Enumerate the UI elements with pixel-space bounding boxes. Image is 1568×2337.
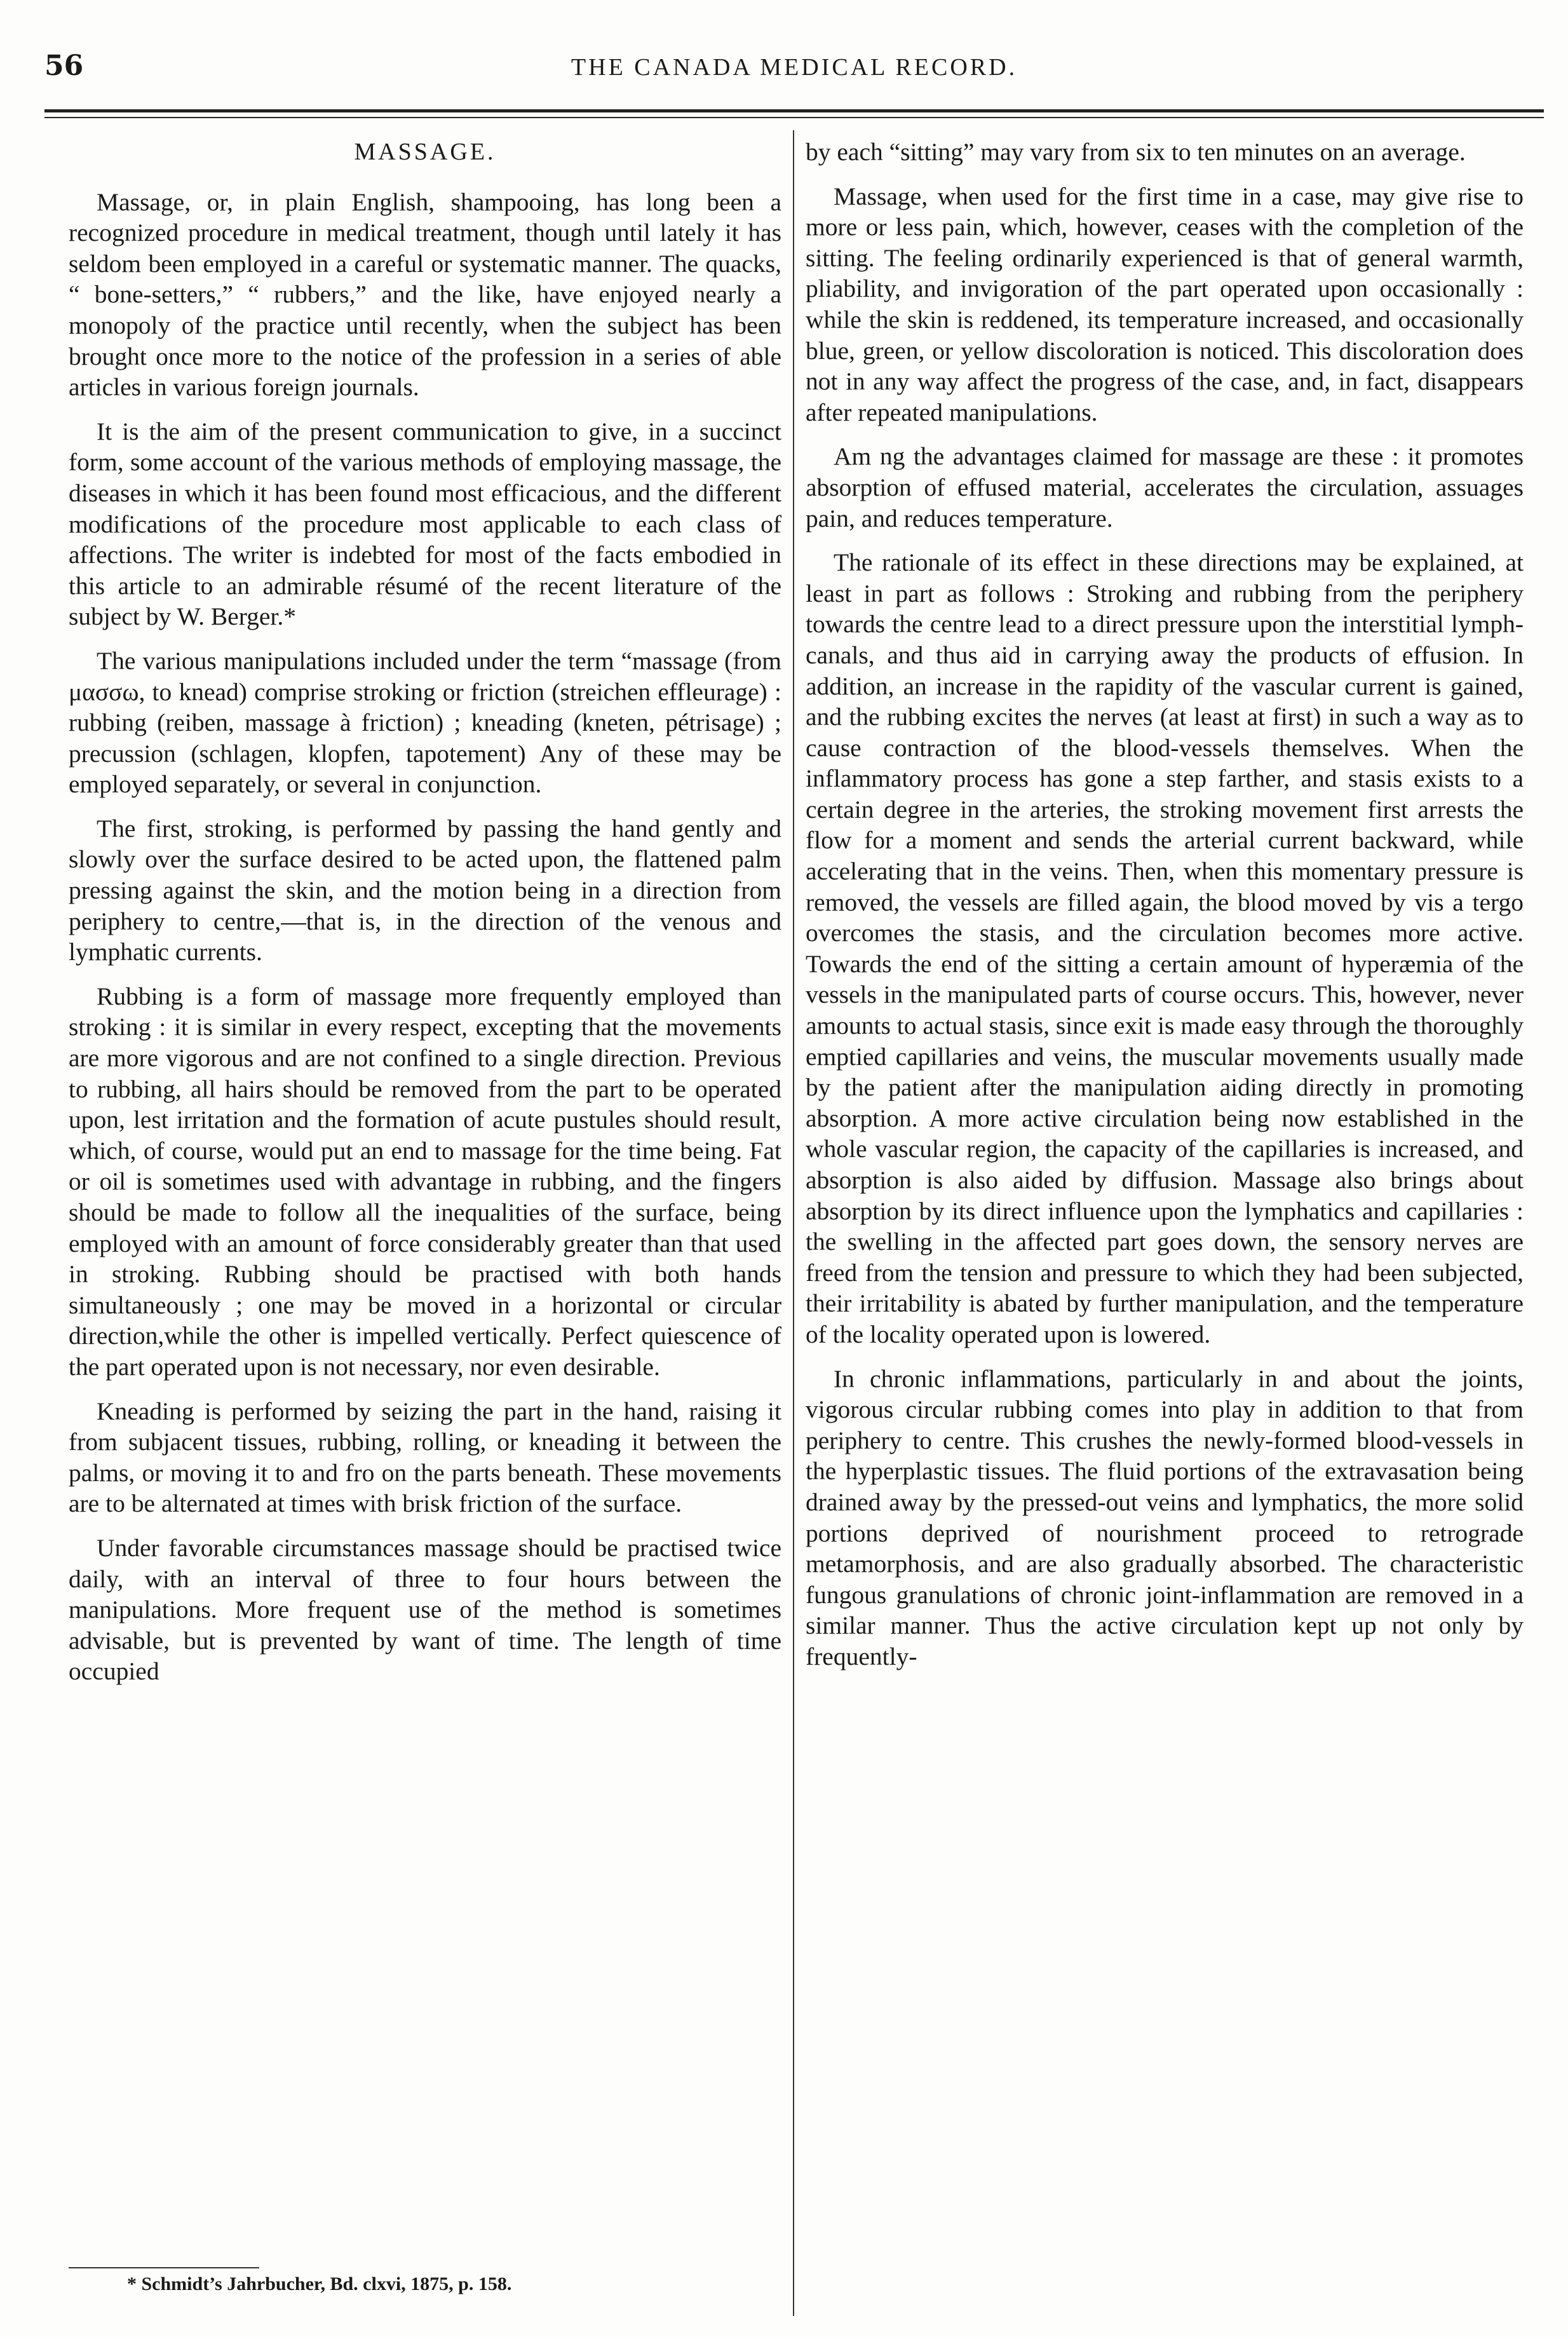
column-divider <box>793 130 794 2316</box>
paragraph: by each “sitting” may vary from six to ten minutes on an average. <box>806 138 1466 166</box>
paragraph: It is the aim of the present communication to give, in a succinct form, some account of the various methods of employing massage, the diseases in which it has been found most efficacious, and the different modifications of the procedure most applicable to each class of affections. The writer is indebted for most of the facts embodied in this article to an admirable résumé of the recent literature of the subject by W. Berger.* <box>69 417 781 631</box>
header-rule-thick <box>44 109 1544 112</box>
header-rule-thin <box>44 117 1544 118</box>
paragraph: Under favorable circumstances massage should be practised twice daily, with an interval of three to four hours between the manipulations. More frequent use of the method is sometimes advisable, but is prevented by want of time. The length of time occupied <box>69 1533 781 1686</box>
paragraph: Massage, when used for the first time in a case, may give rise to more or less pain, which, however, ceases with the completion of the sitting. The feeling ordinarily experienced is that of general warmth, pliability, and invigoration of the part operated upon occasionally : while the skin is reddened, its temperature increased, and occasionally blue, green, or yellow discoloration is noticed. This discoloration does not in any way affect the progress of the case, and, in fact, disappears after repeated manipulations. <box>806 182 1524 426</box>
footnote-rule <box>69 2267 259 2268</box>
paragraph: In chronic inflammations, particularly in and about the joints, vigorous circular rubbing comes into play in addition to that from periphery to centre. This crushes the newly-formed blood-vessels in the hyperplastic tissues. The fluid portions of the extravasation being drained away by the pressed-out veins and lymphatics, the more solid portions deprived of nourishment proceed to retrograde metamorphosis, and are also gradually absorbed. The characteristic fungous granulations of chronic joint-inflammation are removed in a similar manner. Thus the active circulation kept up not only by frequently- <box>806 1364 1524 1670</box>
footnote: * Schmidt’s Jahrbucher, Bd. clxvi, 1875, p. 158. <box>127 2273 512 2294</box>
journal-title: THE CANADA MEDICAL RECORD. <box>571 54 1018 81</box>
paragraph: The rationale of its effect in these directions may be explained, at least in part as follows : Stroking and rubbing from the periphery towards the centre lead to a direct pressure upon the interstitial lymph-canals, and thus aid in carrying away the products of effusion. In addition, an increase in the rapidity of the vascular current is gained, and the rubbing excites the nerves (at least at first) in such a way as to cause contraction of the blood-vessels themselves. When the inflammatory process has gone a step farther, and stasis exists to a certain degree in the arteries, the stroking movement first arrests the flow for a moment and sends the arterial current backward, while accelerating that in the veins. Then, when this momentary pressure is removed, the vessels are filled again, the blood moved by vis a tergo overcomes the stasis, and the circulation becomes more active. Towards the end of the sitting a certain amount of hyperæmia of the vessels in the manipulated parts of course occurs. This, however, never amounts to actual stasis, since exit is made easy through the thoroughly emptied capillaries and veins, the muscular movements usually made by the patient after the manipulation aiding directly in promoting absorption. A more active circulation being now established in the whole vascular region, the capacity of the capillaries is increased, and absorption is also aided by diffusion. Massage also brings about absorption by its direct influence upon the lymphatics and capillaries : the swelling in the affected part goes down, the sensory nerves are freed from the tension and pressure to which they had been subjected, their irritability is abated by further manipulation, and the temperature of the locality operated upon is lowered. <box>806 548 1524 1348</box>
page-header <box>44 50 1544 100</box>
article-title: MASSAGE. <box>354 139 496 165</box>
right-column <box>806 137 1524 1686</box>
paragraph: Am ng the advantages claimed for massage are these : it promotes absorption of effused material, accelerates the circulation, assuages pain, and reduces temperature. <box>806 442 1524 532</box>
paragraph: Kneading is performed by seizing the part in the hand, raising it from subjacent tissues, rubbing, rolling, or kneading it between the palms, or moving it to and fro on the parts beneath. These movements are to be alternated at times with brisk friction of the surface. <box>69 1397 781 1518</box>
page-number: 56 <box>44 50 84 82</box>
paragraph: The first, stroking, is performed by passing the hand gently and slowly over the surface desired to be acted upon, the flattened palm pressing against the skin, and the motion being in a direction from periphery to centre,—that is, in the direction of the venous and lymphatic currents. <box>69 814 781 966</box>
paragraph: Massage, or, in plain English, shampooing, has long been a recognized procedure in medical treatment, though until lately it has seldom been employed in a careful or systematic manner. The quacks, “ bone-setters,” “ rubbers,” and the like, have enjoyed nearly a monopoly of the practice until recently, when the subject has been brought once more to the notice of the profession in a series of able articles in various foreign journals. <box>69 187 781 402</box>
left-column <box>69 137 781 1700</box>
paragraph: Rubbing is a form of massage more frequently employed than stroking : it is similar in every respect, excepting that the movements are more vigorous and are not confined to a single direction. Previous to rubbing, all hairs should be removed from the part to be operated upon, lest irritation and the formation of acute pustules should result, which, of course, would put an end to massage for the time being. Fat or oil is sometimes used with advantage in rubbing, and the fingers should be made to follow all the inequalities of the surface, being employed with an amount of force considerably greater than that used in stroking. Rubbing should be practised with both hands simultaneously ; one may be moved in a horizontal or circular direction,while the other is impelled vertically. Perfect quiescence of the part operated upon is not necessary, nor even desirable. <box>69 982 781 1381</box>
paragraph: The various manipulations included under the term “massage (from μασσω, to knead) comprise stroking or friction (streichen effleurage) : rubbing (reiben, massage à friction) ; kneading (kneten, pétrisage) ; precussion (schlagen, klopfen, tapotement) Any of these may be employed separately, or several in conjunction. <box>69 646 781 799</box>
